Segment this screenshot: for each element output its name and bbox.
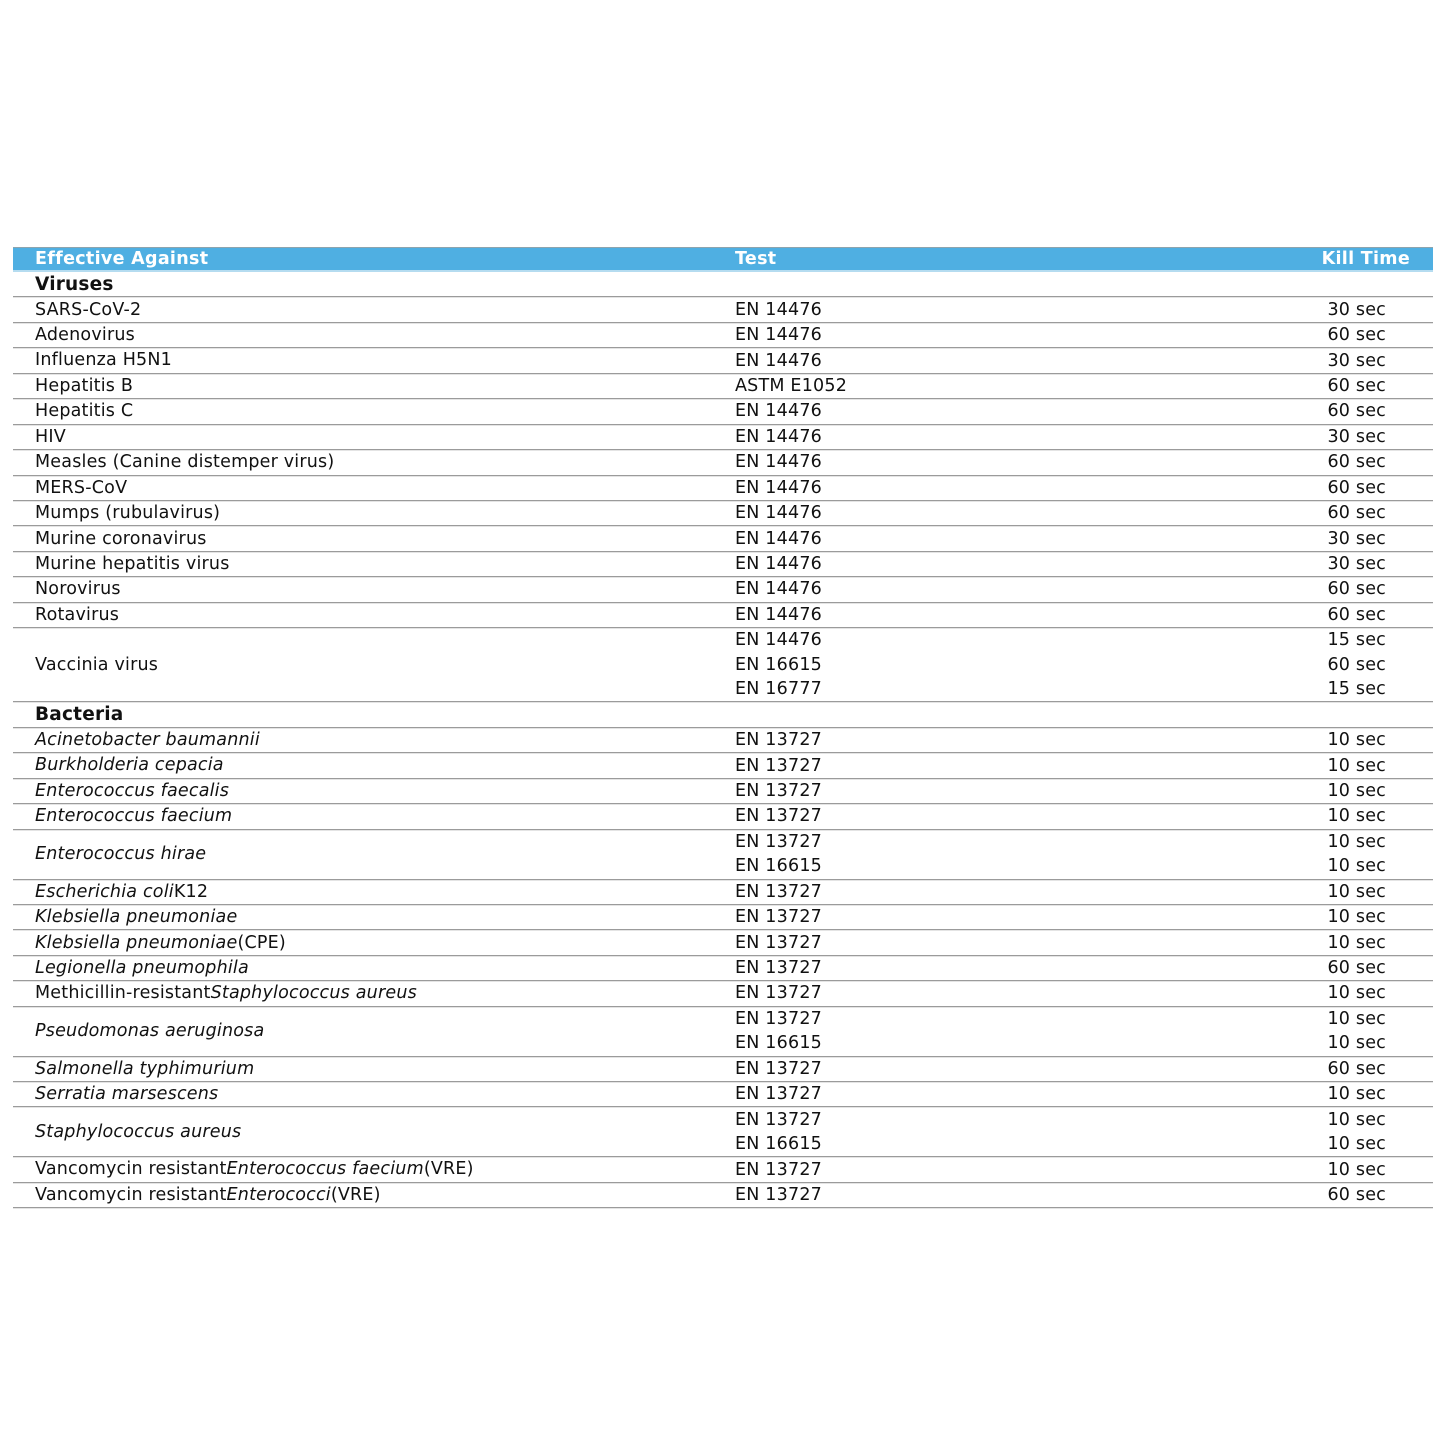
table-row xyxy=(13,804,1433,829)
kill-time-cell xyxy=(1253,297,1433,321)
organism-name-part: Mumps (rubulavirus) xyxy=(35,503,221,524)
kill-time: 60 sec xyxy=(1327,452,1386,473)
kill-time-cell xyxy=(1253,425,1433,449)
table-row xyxy=(13,425,1433,450)
table-row xyxy=(13,779,1433,804)
kill-time-cell xyxy=(1253,1157,1433,1181)
test-standard: EN 13727 xyxy=(735,932,822,953)
test-cell xyxy=(735,501,1253,525)
organism-name-part: (VRE) xyxy=(423,1159,474,1180)
organism-name-part: Hepatitis C xyxy=(35,401,134,422)
organism-name xyxy=(13,552,735,576)
test-standard: EN 14476 xyxy=(735,579,822,600)
table-row xyxy=(13,728,1433,753)
organism-name xyxy=(13,476,735,500)
organism-name xyxy=(13,577,735,601)
kill-time-cell xyxy=(1253,753,1433,777)
test-standard: EN 14476 xyxy=(735,604,822,625)
test-cell xyxy=(735,779,1253,803)
kill-time: 60 sec xyxy=(1327,1184,1386,1205)
organism-name-italic-part: Staphylococcus aureus xyxy=(210,983,417,1004)
test-cell xyxy=(735,628,1253,701)
table-row xyxy=(13,348,1433,373)
organism-name-italic-part: Pseudomonas aeruginosa xyxy=(35,1021,265,1042)
kill-time-cell xyxy=(1253,628,1433,701)
table-row xyxy=(13,1057,1433,1082)
kill-time: 15 sec xyxy=(1327,679,1386,700)
kill-time: 10 sec xyxy=(1327,1109,1386,1130)
table-row xyxy=(13,830,1433,880)
header-test: Test xyxy=(735,249,777,269)
kill-time-cell xyxy=(1253,981,1433,1005)
kill-time: 10 sec xyxy=(1327,1033,1386,1054)
test-standard: EN 13727 xyxy=(735,1058,822,1079)
test-cell xyxy=(735,297,1253,321)
test-standard: EN 16615 xyxy=(735,1033,822,1054)
kill-time: 10 sec xyxy=(1327,1008,1386,1029)
kill-time-cell xyxy=(1253,728,1433,752)
organism-name-part: Hepatitis B xyxy=(35,375,134,396)
kill-time: 10 sec xyxy=(1327,755,1386,776)
test-standard: EN 14476 xyxy=(735,477,822,498)
kill-time-cell xyxy=(1253,450,1433,474)
test-cell xyxy=(735,374,1253,398)
table-row xyxy=(13,450,1433,475)
organism-name xyxy=(13,374,735,398)
test-standard: EN 13727 xyxy=(735,983,822,1004)
kill-time-cell xyxy=(1253,577,1433,601)
table-row xyxy=(13,981,1433,1006)
organism-name xyxy=(13,628,735,701)
organism-name xyxy=(13,779,735,803)
section-header-row xyxy=(13,702,1433,727)
table-row xyxy=(13,603,1433,628)
section-spacer xyxy=(1253,272,1433,296)
table-row xyxy=(13,323,1433,348)
test-cell xyxy=(735,956,1253,980)
table-row xyxy=(13,1157,1433,1182)
kill-time: 10 sec xyxy=(1327,856,1386,877)
organism-name xyxy=(13,956,735,980)
test-standard: EN 13727 xyxy=(735,907,822,928)
table-row xyxy=(13,1082,1433,1107)
kill-time: 30 sec xyxy=(1327,528,1386,549)
table-row xyxy=(13,501,1433,526)
organism-name-italic-part: Enterococcus hirae xyxy=(35,844,207,864)
organism-name xyxy=(13,450,735,474)
organism-name xyxy=(13,905,735,929)
test-cell xyxy=(735,1183,1253,1207)
table-row xyxy=(13,476,1433,501)
test-cell xyxy=(735,425,1253,449)
kill-time-cell xyxy=(1253,399,1433,423)
section-header: Viruses xyxy=(35,273,114,295)
kill-time: 10 sec xyxy=(1327,932,1386,953)
kill-time-cell xyxy=(1253,1107,1433,1156)
organism-name-italic-part: Escherichia coli xyxy=(35,881,174,902)
organism-name-part: Methicillin-resistant xyxy=(35,983,211,1004)
kill-time: 30 sec xyxy=(1327,554,1386,575)
kill-time-cell xyxy=(1253,526,1433,550)
organism-name xyxy=(13,526,735,550)
efficacy-table xyxy=(13,247,1433,1208)
kill-time-cell xyxy=(1253,603,1433,627)
kill-time: 30 sec xyxy=(1327,299,1386,320)
organism-name-part: Vancomycin resistant xyxy=(35,1159,227,1180)
test-cell xyxy=(735,753,1253,777)
kill-time: 30 sec xyxy=(1327,426,1386,447)
table-row xyxy=(13,297,1433,322)
organism-name xyxy=(13,603,735,627)
test-standard: EN 13727 xyxy=(735,755,822,776)
test-cell xyxy=(735,981,1253,1005)
kill-time-cell xyxy=(1253,1082,1433,1106)
test-cell xyxy=(735,880,1253,904)
table-header-row xyxy=(13,247,1433,272)
section-spacer xyxy=(735,272,1253,296)
test-cell xyxy=(735,323,1253,347)
test-cell xyxy=(735,1082,1253,1106)
kill-time: 60 sec xyxy=(1327,401,1386,422)
test-standard: EN 14476 xyxy=(735,325,822,346)
kill-time: 60 sec xyxy=(1327,958,1386,979)
organism-name xyxy=(13,981,735,1005)
section-header-row xyxy=(13,272,1433,297)
organism-name-italic-part: Legionella pneumophila xyxy=(35,957,249,978)
kill-time: 60 sec xyxy=(1327,375,1386,396)
organism-name-part: Murine coronavirus xyxy=(35,528,207,549)
organism-name xyxy=(13,1107,735,1156)
test-cell xyxy=(735,552,1253,576)
kill-time: 60 sec xyxy=(1327,503,1386,524)
table-row xyxy=(13,526,1433,551)
test-cell xyxy=(735,577,1253,601)
test-standard: EN 13727 xyxy=(735,881,822,902)
table-row xyxy=(13,956,1433,981)
organism-name xyxy=(13,297,735,321)
organism-name xyxy=(13,1183,735,1207)
kill-time-cell xyxy=(1253,1007,1433,1056)
organism-name-part: Adenovirus xyxy=(35,325,135,346)
kill-time: 10 sec xyxy=(1327,1134,1386,1155)
table-row xyxy=(13,880,1433,905)
kill-time-cell xyxy=(1253,374,1433,398)
test-standard: EN 14476 xyxy=(735,401,822,422)
kill-time-cell xyxy=(1253,880,1433,904)
organism-name-italic-part: Serratia marsescens xyxy=(35,1084,219,1105)
organism-name-italic-part: Enterococcus faecalis xyxy=(35,780,230,801)
test-standard: EN 13727 xyxy=(735,806,822,827)
kill-time: 10 sec xyxy=(1327,983,1386,1004)
organism-name xyxy=(13,1007,735,1056)
test-cell xyxy=(735,1007,1253,1056)
section-header: Bacteria xyxy=(35,704,124,726)
test-cell xyxy=(735,1107,1253,1156)
table-row xyxy=(13,552,1433,577)
test-standard: EN 16615 xyxy=(735,654,822,675)
kill-time: 60 sec xyxy=(1327,1058,1386,1079)
kill-time: 10 sec xyxy=(1327,1084,1386,1105)
organism-name xyxy=(13,501,735,525)
test-cell xyxy=(735,905,1253,929)
kill-time-cell xyxy=(1253,552,1433,576)
kill-time: 10 sec xyxy=(1327,907,1386,928)
kill-time: 10 sec xyxy=(1327,780,1386,801)
kill-time-cell xyxy=(1253,956,1433,980)
kill-time: 10 sec xyxy=(1327,806,1386,827)
kill-time: 30 sec xyxy=(1327,350,1386,371)
test-standard: EN 13727 xyxy=(735,958,822,979)
organism-name xyxy=(13,728,735,752)
organism-name xyxy=(13,1057,735,1081)
kill-time-cell xyxy=(1253,501,1433,525)
organism-name-italic-part: Klebsiella pneumoniae xyxy=(35,907,238,928)
table-row xyxy=(13,1107,1433,1157)
test-cell xyxy=(735,804,1253,828)
kill-time: 10 sec xyxy=(1327,831,1386,852)
test-standard: EN 13727 xyxy=(735,780,822,801)
organism-name xyxy=(13,323,735,347)
table-row xyxy=(13,577,1433,602)
table-row xyxy=(13,930,1433,955)
organism-name-part: SARS-CoV-2 xyxy=(35,299,142,320)
test-standard: EN 13727 xyxy=(735,730,822,751)
organism-name-italic-part: Enterococcus faecium xyxy=(35,806,233,827)
test-standard: EN 14476 xyxy=(735,554,822,575)
kill-time: 10 sec xyxy=(1327,1159,1386,1180)
table-row xyxy=(13,628,1433,702)
organism-name-part: HIV xyxy=(35,426,66,447)
test-standard: EN 16615 xyxy=(735,856,822,877)
test-standard: EN 14476 xyxy=(735,299,822,320)
kill-time-cell xyxy=(1253,830,1433,879)
organism-name-italic-part: Enterococci xyxy=(226,1184,331,1205)
header-kill-time: Kill Time xyxy=(1321,249,1410,269)
kill-time: 60 sec xyxy=(1327,654,1386,675)
test-cell xyxy=(735,526,1253,550)
organism-name xyxy=(13,399,735,423)
organism-name xyxy=(13,830,735,879)
kill-time: 60 sec xyxy=(1327,579,1386,600)
organism-name-part: Rotavirus xyxy=(35,604,120,625)
test-standard: EN 14476 xyxy=(735,452,822,473)
organism-name xyxy=(13,1157,735,1181)
organism-name-italic-part: Enterococcus faecium xyxy=(226,1159,424,1180)
table-row xyxy=(13,1007,1433,1057)
organism-name xyxy=(13,930,735,954)
test-standard: EN 14476 xyxy=(735,426,822,447)
kill-time-cell xyxy=(1253,1183,1433,1207)
test-standard: EN 13727 xyxy=(735,1084,822,1105)
organism-name-part: Vaccinia virus xyxy=(35,654,159,675)
test-cell xyxy=(735,1157,1253,1181)
section-spacer xyxy=(1253,702,1433,726)
organism-name-part: (VRE) xyxy=(330,1184,381,1205)
organism-name-italic-part: Acinetobacter baumannii xyxy=(35,730,260,751)
test-standard: EN 16777 xyxy=(735,679,822,700)
table-body xyxy=(13,272,1433,1208)
kill-time: 60 sec xyxy=(1327,477,1386,498)
organism-name-part: (CPE) xyxy=(237,932,286,953)
header-effective-against: Effective Against xyxy=(35,249,209,269)
organism-name-italic-part: Burkholderia cepacia xyxy=(35,755,224,776)
test-standard: EN 14476 xyxy=(735,503,822,524)
kill-time: 15 sec xyxy=(1327,630,1386,651)
organism-name-italic-part: Klebsiella pneumoniae xyxy=(35,932,238,953)
test-cell xyxy=(735,830,1253,879)
kill-time: 60 sec xyxy=(1327,325,1386,346)
test-standard: EN 16615 xyxy=(735,1134,822,1155)
test-cell xyxy=(735,348,1253,372)
table-row xyxy=(13,374,1433,399)
organism-name-part: MERS-CoV xyxy=(35,477,128,498)
test-standard: ASTM E1052 xyxy=(735,375,848,396)
organism-name xyxy=(13,804,735,828)
test-standard: EN 13727 xyxy=(735,831,822,852)
organism-name-italic-part: Staphylococcus aureus xyxy=(35,1121,242,1142)
test-standard: EN 14476 xyxy=(735,350,822,371)
organism-name xyxy=(13,348,735,372)
organism-name-part: Vancomycin resistant xyxy=(35,1184,227,1205)
test-standard: EN 13727 xyxy=(735,1109,822,1130)
table-row xyxy=(13,753,1433,778)
organism-name xyxy=(13,425,735,449)
test-cell xyxy=(735,930,1253,954)
table-row xyxy=(13,905,1433,930)
kill-time-cell xyxy=(1253,905,1433,929)
kill-time-cell xyxy=(1253,348,1433,372)
organism-name xyxy=(13,880,735,904)
organism-name-part: Influenza H5N1 xyxy=(35,350,173,371)
test-standard: EN 13727 xyxy=(735,1184,822,1205)
organism-name-italic-part: Salmonella typhimurium xyxy=(35,1058,255,1079)
organism-name-part: Norovirus xyxy=(35,579,121,600)
organism-name xyxy=(13,753,735,777)
kill-time-cell xyxy=(1253,804,1433,828)
test-cell xyxy=(735,399,1253,423)
kill-time-cell xyxy=(1253,1057,1433,1081)
test-standard: EN 14476 xyxy=(735,630,822,651)
test-standard: EN 13727 xyxy=(735,1159,822,1180)
test-standard: EN 13727 xyxy=(735,1008,822,1029)
kill-time-cell xyxy=(1253,323,1433,347)
kill-time: 10 sec xyxy=(1327,730,1386,751)
kill-time-cell xyxy=(1253,779,1433,803)
organism-name-part: Murine hepatitis virus xyxy=(35,553,230,574)
table-row xyxy=(13,1183,1433,1208)
test-standard: EN 14476 xyxy=(735,528,822,549)
table-row xyxy=(13,399,1433,424)
kill-time: 10 sec xyxy=(1327,881,1386,902)
test-cell xyxy=(735,1057,1253,1081)
test-cell xyxy=(735,450,1253,474)
kill-time-cell xyxy=(1253,930,1433,954)
kill-time-cell xyxy=(1253,476,1433,500)
test-cell xyxy=(735,603,1253,627)
test-cell xyxy=(735,728,1253,752)
kill-time: 60 sec xyxy=(1327,604,1386,625)
section-spacer xyxy=(735,702,1253,726)
organism-name-part: Measles (Canine distemper virus) xyxy=(35,452,335,473)
test-cell xyxy=(735,476,1253,500)
organism-name-part: K12 xyxy=(173,881,209,902)
organism-name xyxy=(13,1082,735,1106)
